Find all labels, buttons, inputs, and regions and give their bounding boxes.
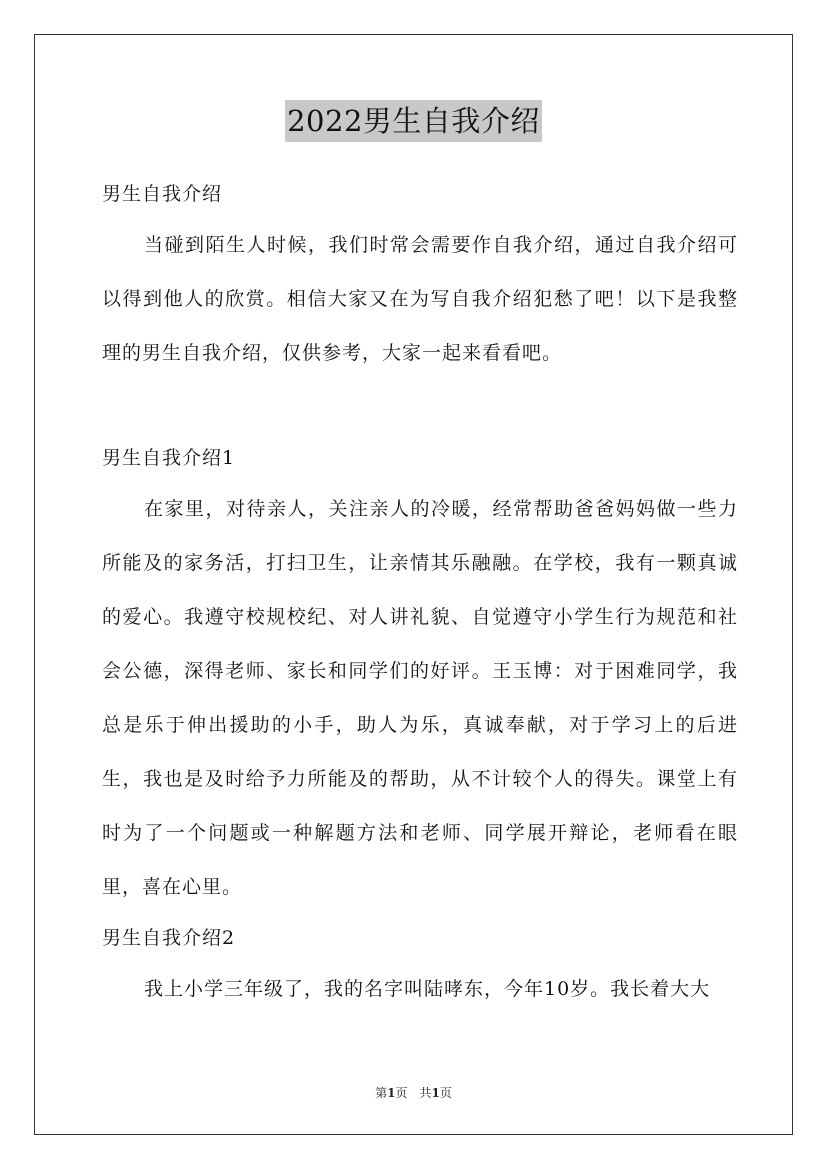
title-container [0, 100, 827, 142]
spacer [102, 380, 738, 434]
page-number: 1 [387, 1086, 396, 1100]
section-heading-2: 男生自我介绍2 [102, 927, 236, 949]
document-title: 2022男生自我介绍 [285, 100, 542, 142]
intro-paragraph: 当碰到陌生人时候，我们时常会需要作自我介绍，通过自我介绍可以得到他人的欣赏。相信大家又在为写自我介绍犯愁了吧！以下是我整理的男生自我介绍，仅供参考，大家一起来看看吧。 [102, 234, 738, 364]
section-heading-1: 男生自我介绍1 [102, 447, 236, 469]
intro-heading: 男生自我介绍 [102, 183, 223, 205]
page-label-prefix: 第 [375, 1086, 388, 1100]
total-label-suffix: 页 [439, 1086, 452, 1100]
total-label-prefix: 共 [419, 1086, 432, 1100]
document-body [102, 170, 738, 1016]
total-pages: 1 [431, 1086, 440, 1100]
page-label-suffix: 页 [395, 1086, 408, 1100]
section-paragraph-1: 在家里，对待亲人，关注亲人的冷暖，经常帮助爸爸妈妈做一些力所能及的家务活，打扫卫生，让亲情其乐融融。在学校，我有一颗真诚的爱心。我遵守校规校纪、对人讲礼貌、自觉遵守小学生行为规范和社会公德，深得老师、家长和同学们的好评。王玉博：对于困难同学，我总是乐于伸出援助的小手，助人为乐，真诚奉献，对于学习上的后进生，我也是及时给予力所能及的帮助，从不计较个人的得失。课堂上有时为了一个问题或一种解题方法和老师、同学展开辩论，老师看在眼里，喜在心里。 [102, 498, 738, 898]
section-paragraph-2: 我上小学三年级了，我的名字叫陆哮东，今年10岁。我长着大大 [144, 978, 711, 1000]
page-footer [0, 1084, 827, 1101]
